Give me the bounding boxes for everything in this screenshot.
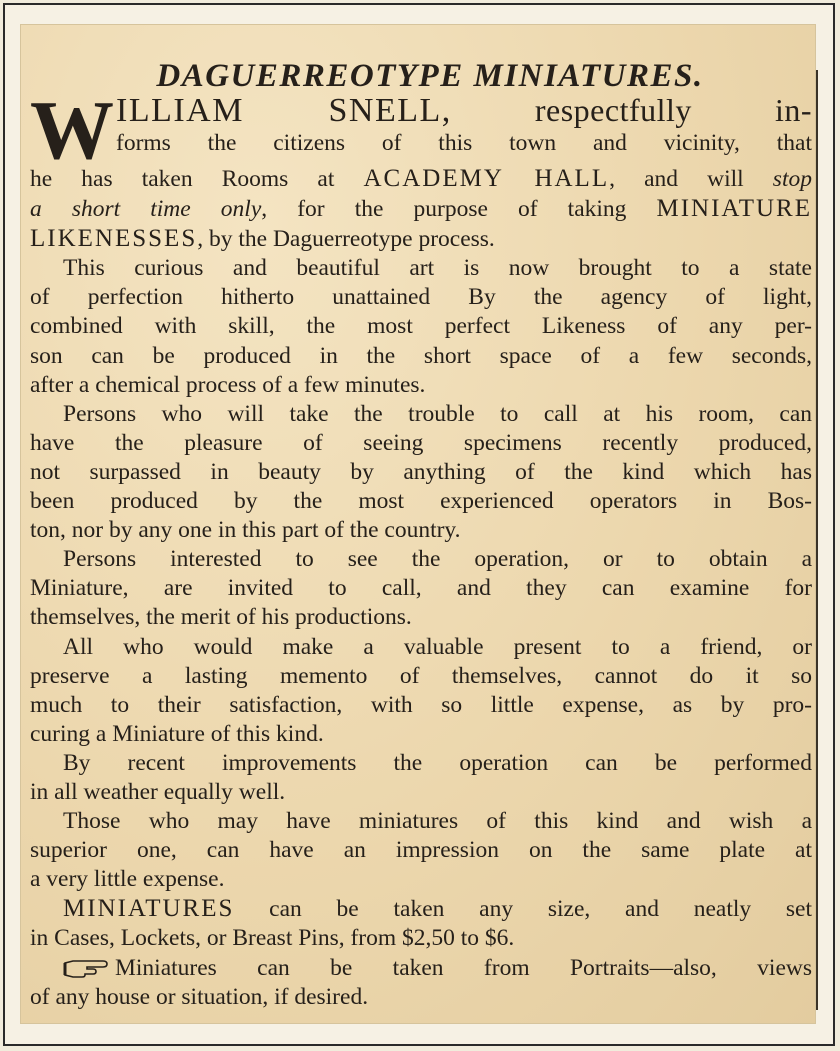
paragraph-intro bbox=[30, 84, 812, 254]
text-line: LIKENESSES, by the Daguerreotype process. bbox=[30, 225, 495, 253]
text-line: By recent improvements the operation can be performed bbox=[63, 749, 812, 776]
text-line: in Cases, Lockets, or Breast Pins, from $2,50 to $6. bbox=[30, 925, 515, 952]
paragraph-weather bbox=[30, 749, 812, 807]
text-line: ILLIAM SNELL, respectfully in- bbox=[116, 92, 812, 129]
text-line: son can be produced in the short space of a few seconds, bbox=[30, 342, 812, 369]
pointing-hand-icon bbox=[63, 957, 109, 979]
paragraph-portraits bbox=[30, 954, 812, 1012]
text-line: This curious and beautiful art is now brought to a state bbox=[63, 255, 812, 282]
text-line: been produced by the most experienced operators in Bos- bbox=[30, 488, 812, 515]
text-line: have the pleasure of seeing specimens recently produced, bbox=[30, 429, 812, 456]
text-line: in all weather equally well. bbox=[30, 778, 286, 805]
text-line: superior one, can have an impression on the same plate at bbox=[30, 837, 812, 864]
paragraph-impression bbox=[30, 807, 812, 894]
column-rule bbox=[816, 70, 818, 1010]
text-line: Persons interested to see the operation, or to obtain a bbox=[63, 546, 812, 573]
text-line: themselves, the merit of his productions. bbox=[30, 604, 412, 631]
text-line: combined with skill, the most perfect Likeness of any per- bbox=[30, 313, 812, 340]
text-line: forms the citizens of this town and vicinity, that bbox=[116, 130, 812, 157]
text-line: All who would make a valuable present to a friend, or bbox=[63, 633, 812, 660]
headline: DAGUERREOTYPE MINIATURES. bbox=[156, 58, 704, 94]
text-line: much to their satisfaction, with so little expense, as by pro- bbox=[30, 691, 812, 718]
text-line: curing a Miniature of this kind. bbox=[30, 720, 324, 747]
text-line: he has taken Rooms at ACADEMY HALL, and will stop bbox=[30, 165, 812, 192]
text-line: Miniatures can be taken from Portraits—also, views bbox=[30, 954, 812, 983]
drop-cap: W bbox=[30, 84, 112, 177]
paragraph-art bbox=[30, 254, 812, 399]
paragraph-prices bbox=[30, 894, 812, 953]
text-line: of perfection hitherto unattained By the agency of light, bbox=[30, 284, 812, 311]
text-line: a very little expense. bbox=[30, 866, 225, 893]
paragraph-present bbox=[30, 633, 812, 749]
text-line: of any house or situation, if desired. bbox=[30, 983, 369, 1010]
text-line: not surpassed in beauty by anything of the kind which has bbox=[30, 458, 812, 485]
paragraph-invitation bbox=[30, 545, 812, 632]
text-line: MINIATURES can be taken any size, and neatly set bbox=[63, 895, 812, 923]
text-line: Persons who will take the trouble to call at his room, can bbox=[63, 400, 812, 427]
text-line: preserve a lasting memento of themselves, cannot do it so bbox=[30, 662, 812, 689]
text-line: ton, nor by any one in this part of the country. bbox=[30, 517, 461, 544]
paragraph-specimens bbox=[30, 400, 812, 545]
text-line: after a chemical process of a few minutes. bbox=[30, 371, 426, 398]
text-line: Miniature, are invited to call, and they can examine for bbox=[30, 575, 812, 602]
advertisement bbox=[30, 56, 812, 1012]
text-line: a short time only, for the purpose of taking MINIATURE bbox=[30, 195, 812, 223]
text-line: Those who may have miniatures of this kind and wish a bbox=[63, 808, 812, 835]
